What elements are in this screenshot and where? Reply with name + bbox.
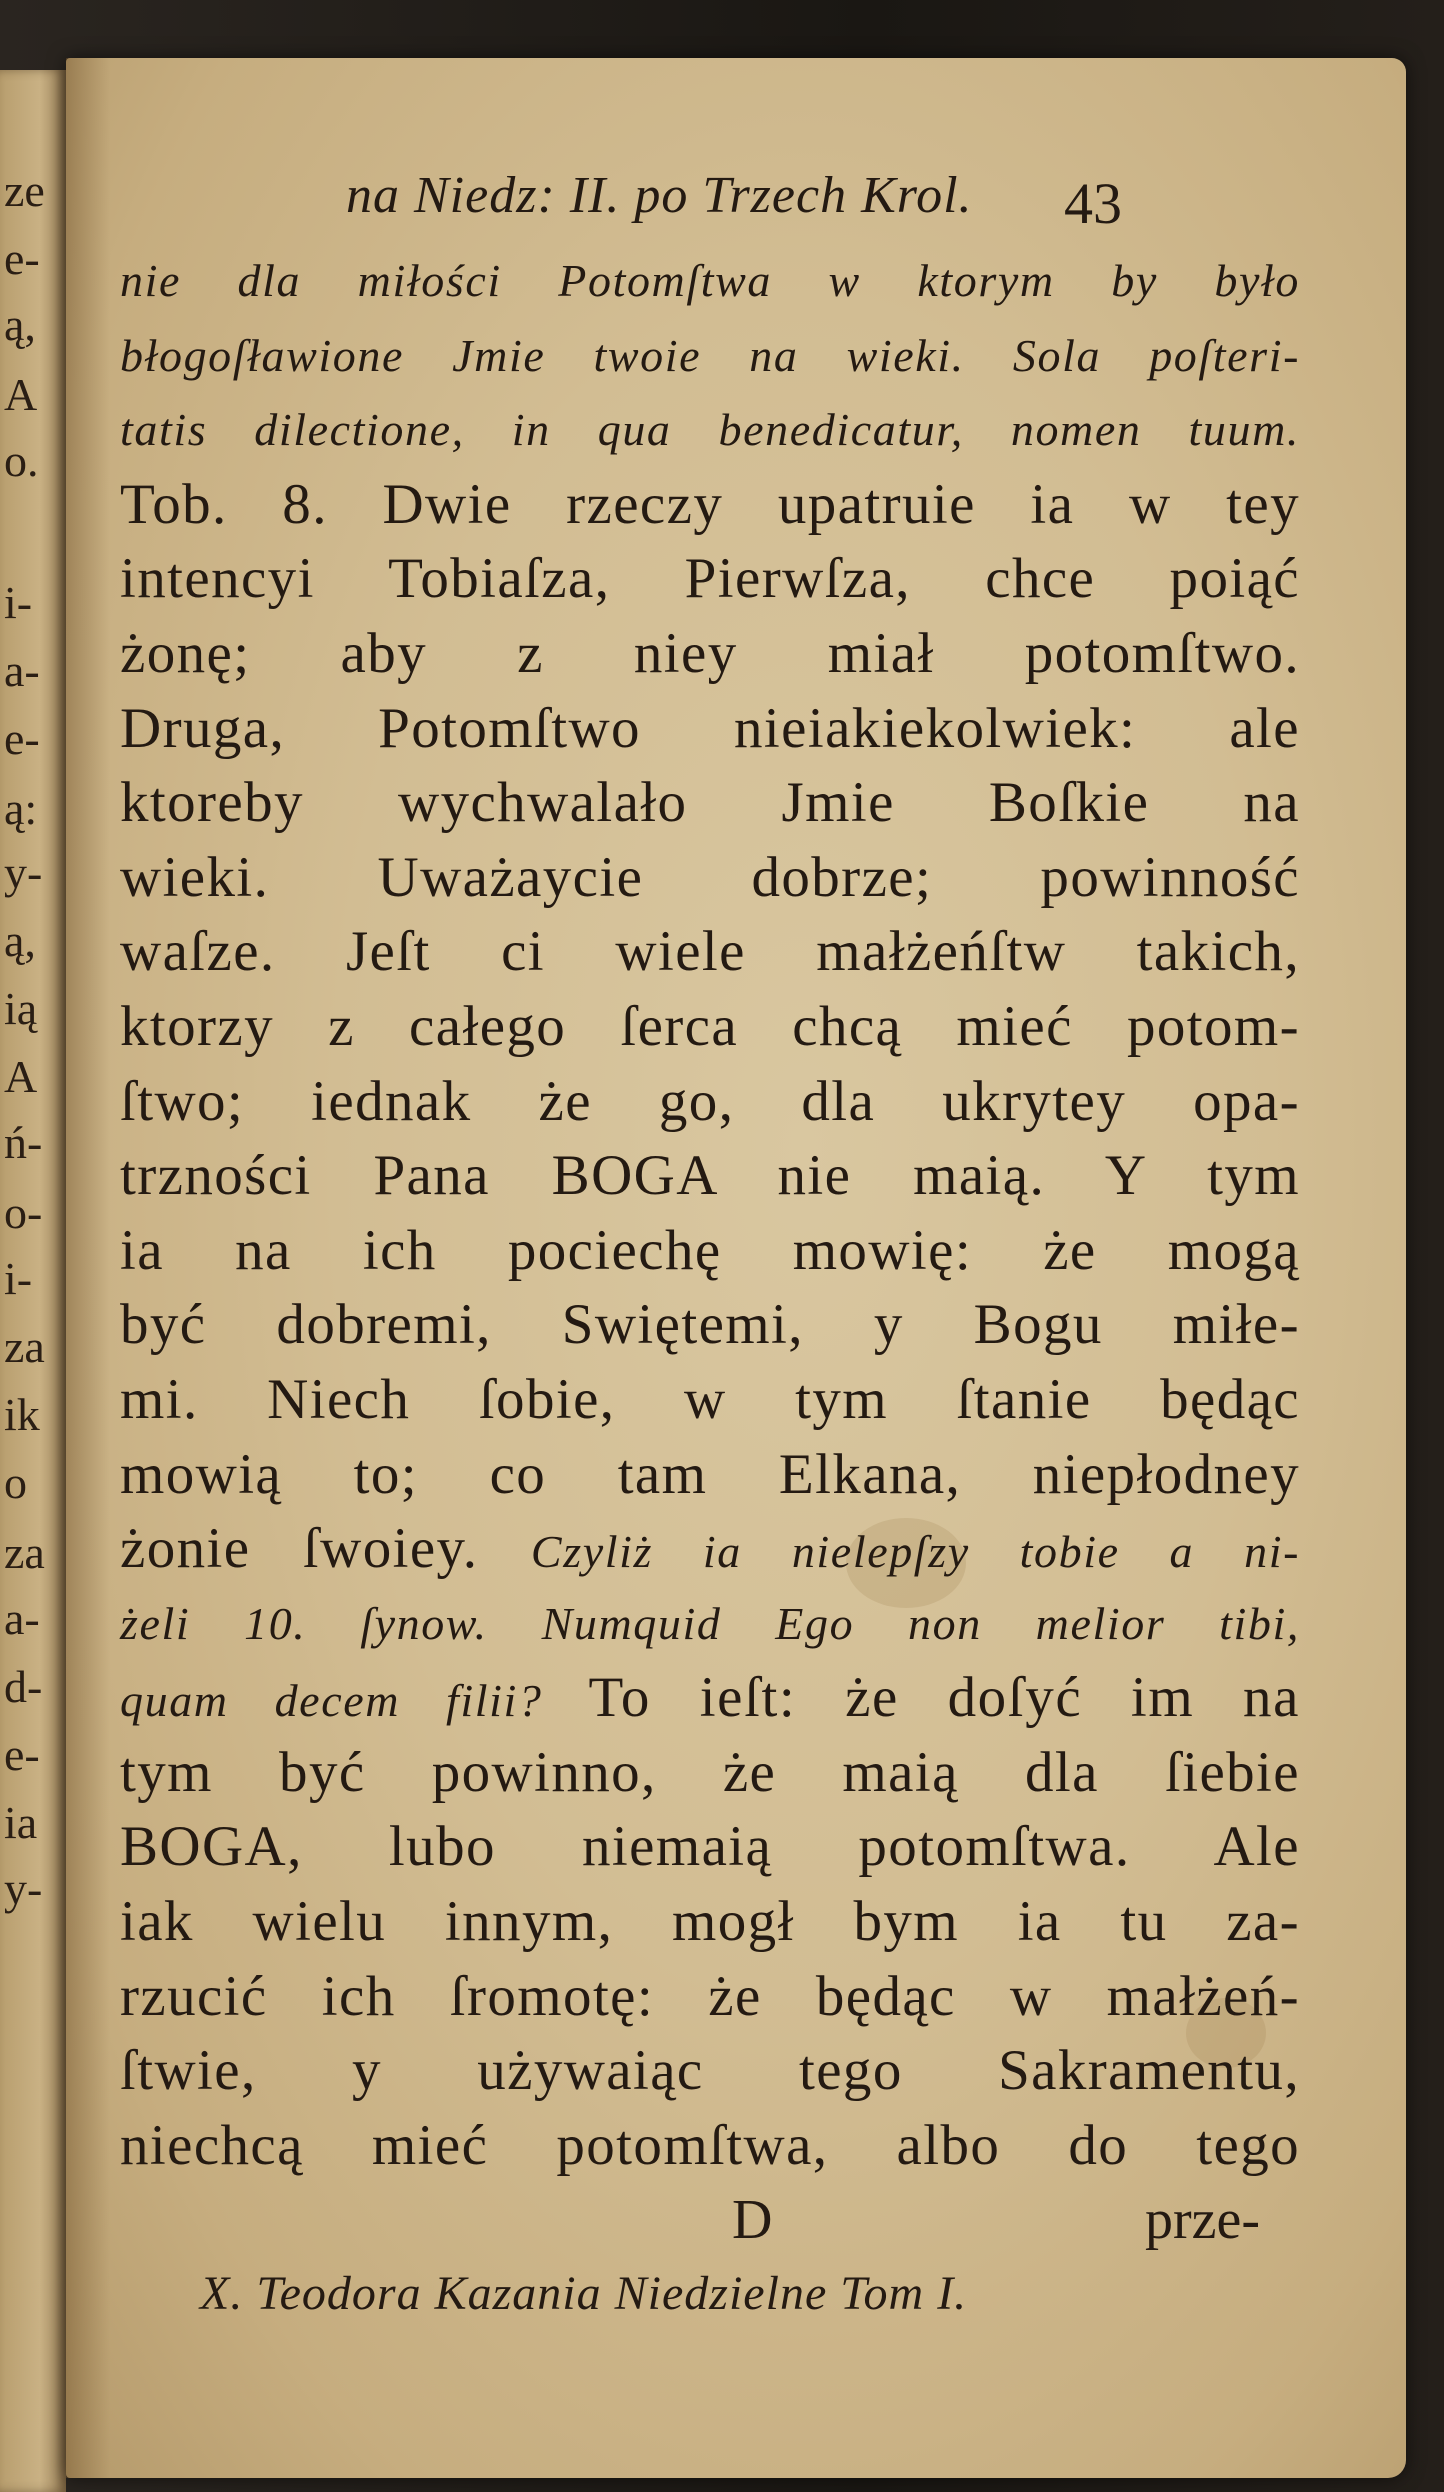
text-line <box>120 319 1300 394</box>
text-line <box>120 1587 1300 1662</box>
previous-page-fragment: ń- <box>4 1117 43 1168</box>
text-line-main: Druga, Potomſtwo nieiakiekolwiek: ale <box>120 696 1300 760</box>
signature-line <box>120 2183 1300 2257</box>
text-line-main: tatis dilectione, in qua benedicatur, nomen tuum. <box>120 404 1300 456</box>
text-line-polish: To ieſt: że doſyć im na <box>588 1666 1301 1730</box>
text-line <box>120 692 1300 767</box>
text-line <box>120 2109 1300 2184</box>
text-line <box>120 1065 1300 1140</box>
text-line-main: wieki. Uważaycie dobrze; powinność <box>120 845 1300 909</box>
previous-page-fragment: ą, <box>4 915 36 966</box>
previous-page-fragment: i- <box>4 577 33 628</box>
previous-page-fragment: ą: <box>4 783 38 834</box>
text-line-main: BOGA, lubo niemaią potomſtwa. Ale <box>120 1815 1300 1879</box>
text-line-main: tym być powinno, że maią dla ſiebie <box>120 1740 1300 1804</box>
text-line <box>120 1139 1300 1214</box>
previous-page-fragment: i- <box>4 1253 33 1304</box>
previous-page-fragment: ia <box>4 1797 38 1848</box>
body-text <box>120 244 1300 2183</box>
text-line-main: żonie ſwoiey. <box>120 1517 479 1581</box>
footer-title: X. Teodora Kazania Niedzielne Tom I. <box>200 2267 968 2321</box>
previous-page-fragment: ik <box>4 1389 40 1440</box>
page-text <box>120 166 1300 2331</box>
book-page <box>66 58 1406 2478</box>
text-line <box>120 1363 1300 1438</box>
text-line <box>120 1810 1300 1885</box>
text-line <box>120 1512 1300 1587</box>
previous-page-fragment: za <box>4 1321 45 1372</box>
text-line <box>120 617 1300 692</box>
text-line-main: nie dla miłości Potomſtwa w ktorym by było <box>120 255 1300 306</box>
previous-page-fragment: d- <box>4 1661 43 1712</box>
previous-page-fragment: A <box>4 369 38 420</box>
previous-page-fragment: e- <box>4 713 40 764</box>
previous-page-fragment: o- <box>4 1187 43 1238</box>
page-header <box>120 166 1300 244</box>
text-line <box>120 1214 1300 1289</box>
text-line <box>120 915 1300 990</box>
text-line-main: ktoreby wychwalało Jmie Boſkie na <box>120 771 1300 835</box>
text-line-main: błogoſławione Jmie twoie na wieki. Sola poſteri- <box>120 329 1300 381</box>
text-line-main: intencyi Tobiaſza, Pierwſza, chce poiąć <box>120 547 1300 611</box>
previous-page-fragment: y- <box>4 847 43 898</box>
text-line-main: niechcą mieć potomſtwa, albo do tego <box>120 2113 1300 2177</box>
text-line <box>120 1661 1300 1736</box>
text-line-main: żeli 10. ſynow. <box>120 1597 488 1649</box>
text-line-main: ſtwie, y używaiąc tego Sakramentu, <box>120 2039 1300 2103</box>
text-line <box>120 468 1300 543</box>
text-line <box>120 766 1300 841</box>
text-line-main: mowią to; co tam Elkana, niepłodney <box>120 1442 1300 1506</box>
previous-page-fragment: A <box>4 1051 38 1102</box>
text-line-main: trzności Pana BOGA nie maią. Y tym <box>120 1144 1300 1208</box>
text-line-main: ktorzy z całego ſerca chcą mieć potom- <box>120 994 1300 1058</box>
text-line <box>120 1438 1300 1513</box>
previous-page-fragment: y- <box>4 1863 43 1914</box>
running-head: na Niedz: II. po Trzech Krol. <box>346 167 973 224</box>
previous-page-fragment: o. <box>4 435 39 486</box>
text-line <box>120 841 1300 916</box>
previous-page-edge <box>0 70 66 2492</box>
text-line <box>120 2034 1300 2109</box>
page-number: 43 <box>1064 171 1122 236</box>
text-line-main: iak wielu innym, mogł bym ia tu za- <box>120 1890 1300 1954</box>
catchword: prze- <box>1144 2189 1260 2252</box>
text-line <box>120 990 1300 1065</box>
text-line <box>120 1736 1300 1811</box>
text-line-main: rzucić ich ſromotę: że będąc w małżeń- <box>120 1964 1300 2028</box>
text-line-latin: Numquid Ego non melior tibi, <box>541 1597 1300 1649</box>
text-line-main: żonę; aby z niey miał potomſtwo. <box>120 621 1300 685</box>
text-line-latin: Czyliż ia nielepſzy tobie a ni- <box>530 1526 1300 1578</box>
previous-page-fragment: ą, <box>4 299 36 350</box>
text-line-main: Tob. 8. Dwie rzeczy upatruie ia w tey <box>120 472 1300 536</box>
text-line-main: ia na ich pociechę mowię: że mogą <box>120 1218 1300 1282</box>
text-line <box>120 393 1300 468</box>
previous-page-fragment: a- <box>4 645 40 696</box>
text-line-main: quam decem filii? <box>120 1675 543 1727</box>
text-line <box>120 244 1300 319</box>
text-line <box>120 542 1300 617</box>
previous-page-fragment: e- <box>4 1729 40 1780</box>
signature-mark: D <box>732 2189 773 2252</box>
text-line <box>120 1288 1300 1363</box>
text-line-main: waſze. Jeſt ci wiele małżeńſtw takich, <box>120 920 1300 984</box>
previous-page-fragment: o <box>4 1457 27 1508</box>
text-line <box>120 1960 1300 2035</box>
previous-page-fragment: e- <box>4 233 40 284</box>
previous-page-fragment: a- <box>4 1593 40 1644</box>
text-line-main: być dobremi, Swiętemi, y Bogu miłe- <box>120 1293 1300 1357</box>
previous-page-fragment: ze <box>4 165 45 216</box>
text-line <box>120 1885 1300 1960</box>
previous-page-fragment: za <box>4 1527 45 1578</box>
text-line-main: mi. Niech ſobie, w tym ſtanie będąc <box>120 1367 1300 1431</box>
text-line-main: ſtwo; iednak że go, dla ukrytey opa- <box>120 1069 1300 1133</box>
previous-page-fragment: ią <box>4 983 38 1034</box>
